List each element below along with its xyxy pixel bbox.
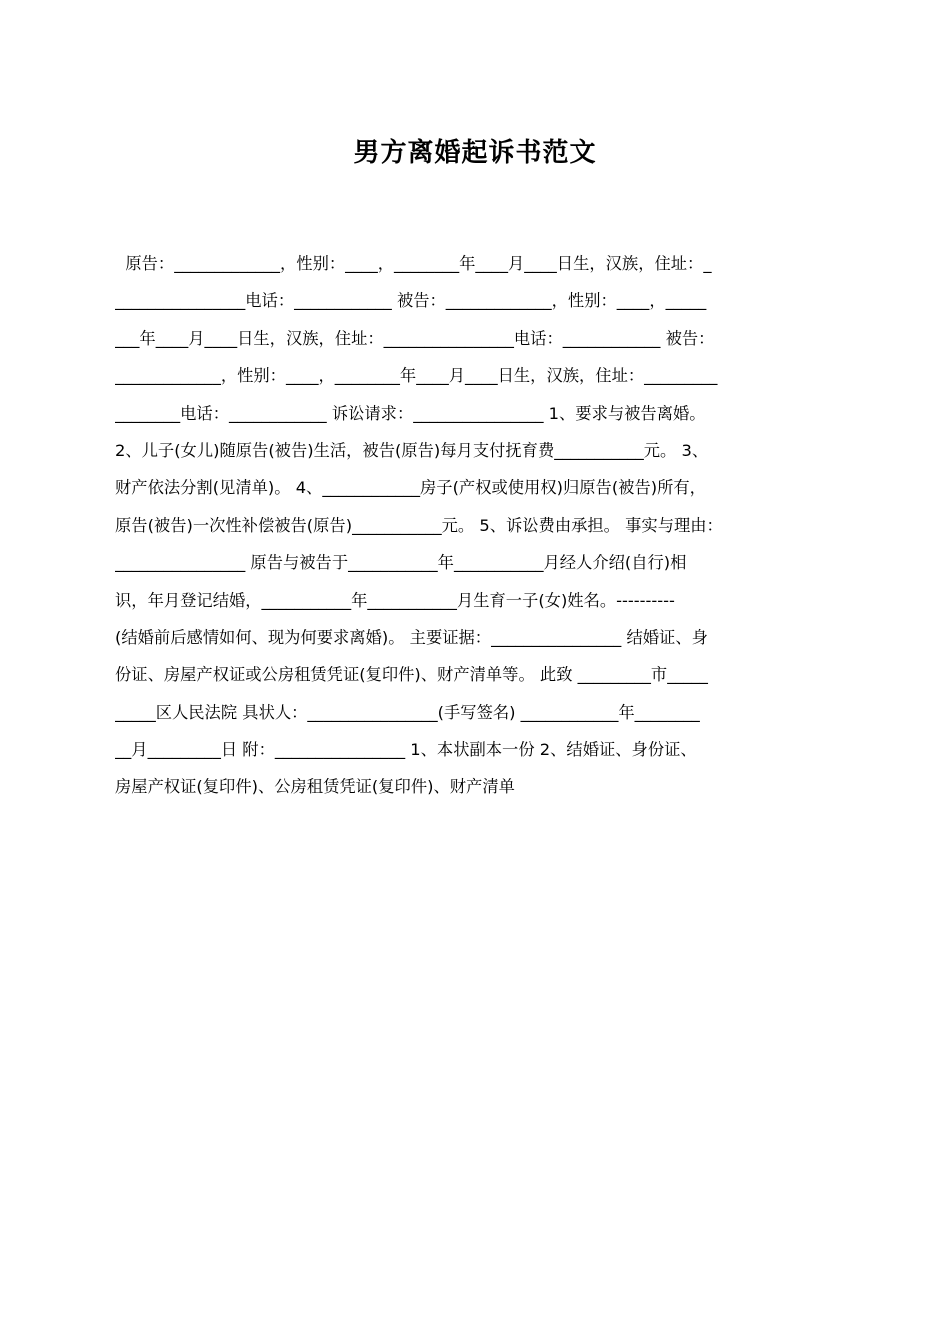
body-line: _____________，性别：____，________年____月____日生，汉族，住址：_________ bbox=[115, 366, 718, 386]
body-line: 识，年月登记结婚，___________年___________月生育一子(女)姓名。---------- bbox=[115, 590, 675, 610]
body-line: ___年____月____日生，汉族，住址：________________电话：____________ 被告： bbox=[115, 328, 715, 348]
document-title: 男方离婚起诉书范文 bbox=[353, 138, 597, 168]
body-line: (结婚前后感情如何、现为何要求离婚)。 主要证据：________________ 结婚证、身 bbox=[115, 627, 708, 647]
body-line: 份证、房屋产权证或公房租赁凭证(复印件)、财产清单等。 此致 _________市_____ bbox=[115, 665, 708, 685]
body-line: ________________电话：____________ 被告：_____________，性别：____，_____ bbox=[115, 291, 707, 311]
body-line: 2、儿子(女儿)随原告(被告)生活，被告(原告)每月支付抚育费___________元。 3、 bbox=[115, 440, 709, 460]
body-line: 财产依法分割(见清单)。 4、____________房子(产权或使用权)归原告(被告)所有， bbox=[115, 478, 706, 498]
body-line: __月_________日 附：________________ 1、本状副本一份 2、结婚证、身份证、 bbox=[115, 740, 697, 760]
body-line: 原告(被告)一次性补偿被告(原告)___________元。 5、诉讼费由承担。 事实与理由： bbox=[115, 515, 723, 535]
body-line: 原告：_____________，性别：____，________年____月____日生，汉族，住址：_ bbox=[115, 254, 712, 273]
body-line: 房屋产权证(复印件)、公房租赁凭证(复印件)、财产清单 bbox=[115, 777, 515, 797]
body-line: ________________ 原告与被告于___________年___________月经人介绍(自行)相 bbox=[115, 553, 687, 573]
body-line: _____区人民法院 具状人：________________(手写签名) ____________年________ bbox=[115, 702, 700, 722]
body-line: ________电话：____________ 诉讼请求：________________ 1、要求与被告离婚。 bbox=[115, 403, 706, 423]
document-body bbox=[115, 245, 850, 806]
